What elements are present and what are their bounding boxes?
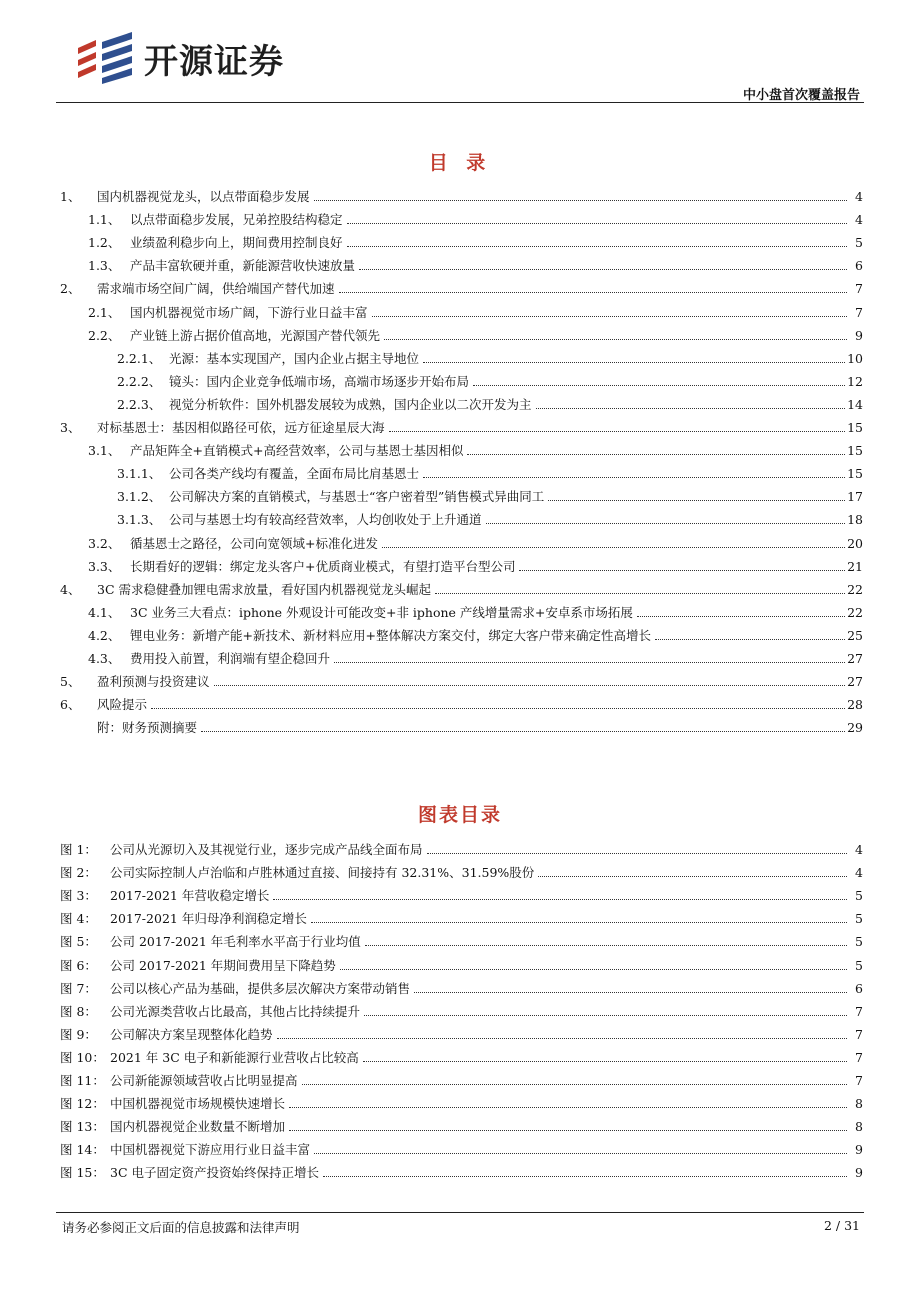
toc-entry[interactable] [60, 227, 863, 250]
entry-title: 循基恩士之路径，公司向宽领域+标准化进发 [130, 535, 378, 551]
entry-title: 费用投入前置，利润端有望企稳回升 [130, 650, 331, 666]
dot-leader [423, 477, 845, 478]
entry-title: 产业链上游占据价值高地，光源国产替代领先 [130, 327, 381, 343]
toc-entry[interactable] [60, 574, 863, 597]
toc-entry[interactable] [60, 250, 863, 273]
entry-title: 公司解决方案呈现整体化趋势 [110, 1026, 273, 1042]
entry-title: 盈利预测与投资建议 [97, 674, 210, 690]
entry-number: 图 14： [60, 1142, 105, 1158]
figure-entry[interactable] [60, 973, 863, 996]
entry-number: 1.2、 [88, 235, 121, 251]
dot-leader [314, 1153, 847, 1154]
entry-title: 2017-2021 年营收稳定增长 [110, 888, 270, 904]
figure-list [60, 834, 863, 1180]
entry-page: 4 [855, 212, 863, 228]
entry-number: 4、 [60, 581, 81, 597]
entry-number: 3.1、 [88, 443, 121, 459]
entry-title: 公司从光源切入及其视觉行业，逐步完成产品线全面布局 [110, 842, 423, 858]
entry-page: 10 [847, 350, 863, 366]
dot-leader [655, 639, 845, 640]
report-type: 中小盘首次覆盖报告 [742, 88, 860, 103]
entry-page: 5 [855, 934, 863, 950]
toc-entry[interactable] [60, 412, 863, 435]
entry-number: 2、 [60, 281, 81, 297]
entry-page: 25 [847, 627, 863, 643]
entry-number: 1、 [60, 189, 81, 205]
entry-title: 3C 电子固定资产投资始终保持正增长 [110, 1165, 319, 1181]
entry-number: 图 5： [60, 934, 97, 950]
dot-leader [519, 570, 845, 571]
entry-number: 4.1、 [88, 604, 121, 620]
entry-page: 7 [855, 281, 863, 297]
entry-title: 以点带面稳步发展，兄弟控股结构稳定 [130, 212, 343, 228]
entry-title: 公司光源类营收占比最高，其他占比持续提升 [110, 1003, 361, 1019]
figure-entry[interactable] [60, 1065, 863, 1088]
entry-number: 图 15： [60, 1165, 105, 1181]
figure-entry[interactable] [60, 1042, 863, 1065]
figure-entry[interactable] [60, 1111, 863, 1134]
entry-page: 15 [847, 443, 863, 459]
figure-entry[interactable] [60, 1019, 863, 1042]
dot-leader [302, 1084, 847, 1085]
dot-leader [372, 316, 847, 317]
entry-number: 图 8： [60, 1003, 97, 1019]
figure-entry[interactable] [60, 1088, 863, 1111]
entry-number: 图 13： [60, 1119, 105, 1135]
toc-entry[interactable] [60, 597, 863, 620]
entry-number: 2.1、 [88, 304, 121, 320]
toc-entry[interactable] [60, 527, 863, 550]
toc-entry[interactable] [60, 551, 863, 574]
dot-leader [363, 1061, 847, 1062]
entry-page: 7 [855, 1073, 863, 1089]
toc-entry[interactable] [60, 620, 863, 643]
entry-title: 公司各类产线均有覆盖，全面布局比肩基恩士 [169, 466, 420, 482]
entry-title: 产品矩阵全+直销模式+高经营效率，公司与基恩士基因相似 [130, 443, 464, 459]
entry-page: 6 [855, 980, 863, 996]
entry-title: 镜头：国内企业竞争低端市场，高端市场逐步开始布局 [169, 373, 470, 389]
entry-title: 中国机器视觉市场规模快速增长 [110, 1096, 286, 1112]
figure-entry[interactable] [60, 1134, 863, 1157]
entry-title: 需求端市场空间广阔，供给端国产替代加速 [97, 281, 335, 297]
dot-leader [364, 1015, 847, 1016]
entry-page: 5 [855, 888, 863, 904]
entry-page: 4 [855, 865, 863, 881]
dot-leader [311, 922, 847, 923]
entry-page: 17 [847, 489, 863, 505]
dot-leader [334, 662, 845, 663]
entry-page: 9 [855, 327, 863, 343]
dot-leader [382, 547, 845, 548]
entry-page: 4 [855, 189, 863, 205]
entry-title: 2021 年 3C 电子和新能源行业营收占比较高 [110, 1049, 359, 1065]
figure-entry[interactable] [60, 1157, 863, 1180]
toc-entry[interactable] [60, 296, 863, 319]
entry-title: 公司以核心产品为基础，提供多层次解决方案带动销售 [110, 980, 411, 996]
entry-page: 7 [855, 1049, 863, 1065]
toc-entry[interactable] [60, 204, 863, 227]
entry-page: 22 [847, 604, 863, 620]
entry-title: 3C 业务三大看点：iphone 外观设计可能改变+非 iphone 产线增量需求+安卓系市场拓展 [130, 604, 633, 620]
entry-title: 业绩盈利稳步向上，期间费用控制良好 [130, 235, 343, 251]
entry-title: 公司实际控制人卢治临和卢胜林通过直接、间接持有 32.31%、31.59%股份 [110, 865, 535, 881]
toc-entry[interactable] [60, 458, 863, 481]
entry-number: 图 10： [60, 1049, 105, 1065]
toc-entry[interactable] [60, 181, 863, 204]
dot-leader [538, 876, 847, 877]
entry-number: 2.2.2、 [117, 373, 162, 389]
entry-number: 图 3： [60, 888, 97, 904]
figure-entry[interactable] [60, 949, 863, 972]
toc-entry[interactable] [60, 389, 863, 412]
entry-title: 3C 需求稳健叠加锂电需求放量，看好国内机器视觉龙头崛起 [97, 581, 431, 597]
dot-leader [435, 593, 845, 594]
entry-page: 7 [855, 304, 863, 320]
entry-number: 4.2、 [88, 627, 121, 643]
entry-title: 公司解决方案的直销模式，与基恩士“客户密着型”销售模式异曲同工 [169, 489, 545, 505]
entry-title: 中国机器视觉下游应用行业日益丰富 [110, 1142, 311, 1158]
dot-leader [340, 969, 847, 970]
dot-leader [339, 292, 847, 293]
entry-number: 图 6： [60, 957, 97, 973]
entry-number: 3、 [60, 420, 81, 436]
dot-leader [473, 385, 845, 386]
entry-number: 2.2.1、 [117, 350, 162, 366]
dot-leader [214, 685, 846, 686]
company-logo [74, 32, 284, 84]
entry-number: 6、 [60, 697, 81, 713]
footer-divider [56, 1212, 864, 1213]
dot-leader [548, 500, 845, 501]
entry-title: 公司新能源领域营收占比明显提高 [110, 1073, 298, 1089]
toc-entry[interactable] [60, 435, 863, 458]
figure-entry[interactable] [60, 996, 863, 1019]
figure-entry[interactable] [60, 880, 863, 903]
entry-number: 3.3、 [88, 558, 121, 574]
figures-title: 图表目录 [417, 804, 502, 826]
entry-title: 国内机器视觉企业数量不断增加 [110, 1119, 286, 1135]
page-indicator: 2 / 31 [823, 1218, 860, 1233]
entry-title: 公司 2017-2021 年期间费用呈下降趋势 [110, 957, 336, 973]
entry-title: 产品丰富软硬并重，新能源营收快速放量 [130, 258, 356, 274]
entry-title: 对标基恩士：基因相似路径可依，远方征途星辰大海 [97, 420, 385, 436]
toc-entry[interactable] [60, 273, 863, 296]
toc-entry[interactable] [60, 481, 863, 504]
entry-page: 9 [855, 1165, 863, 1181]
entry-number: 3.2、 [88, 535, 121, 551]
header-divider [56, 102, 864, 103]
entry-number: 5、 [60, 674, 81, 690]
toc-entry[interactable] [60, 366, 863, 389]
dot-leader [384, 339, 847, 340]
entry-title: 长期看好的逻辑：绑定龙头客户+优质商业模式，有望打造平台型公司 [130, 558, 516, 574]
dot-leader [277, 1038, 847, 1039]
dot-leader [201, 731, 845, 732]
entry-number: 图 4： [60, 911, 97, 927]
entry-number: 图 12： [60, 1096, 105, 1112]
figure-entry[interactable] [60, 926, 863, 949]
figure-entry[interactable] [60, 857, 863, 880]
entry-number: 图 7： [60, 980, 97, 996]
entry-number: 2.2.3、 [117, 396, 162, 412]
dot-leader [486, 523, 846, 524]
entry-page: 8 [855, 1096, 863, 1112]
entry-title: 国内机器视觉龙头，以点带面稳步发展 [97, 189, 310, 205]
dot-leader [289, 1107, 847, 1108]
dot-leader [273, 899, 847, 900]
toc-entry[interactable] [60, 343, 863, 366]
entry-number: 3.1.2、 [117, 489, 162, 505]
toc-list [60, 181, 863, 735]
entry-page: 5 [855, 235, 863, 251]
entry-page: 9 [855, 1142, 863, 1158]
entry-page: 5 [855, 957, 863, 973]
entry-title: 公司与基恩士均有较高经营效率，人均创收处于上升通道 [169, 512, 482, 528]
logo-text: 开源证券 [144, 41, 284, 82]
entry-page: 28 [847, 697, 863, 713]
entry-page: 7 [855, 1026, 863, 1042]
entry-page: 27 [847, 674, 863, 690]
footer-disclaimer: 请务必参阅正文后面的信息披露和法律声明 [62, 1220, 300, 1235]
entry-title: 风险提示 [97, 697, 148, 713]
entry-page: 7 [855, 1003, 863, 1019]
toc-entry[interactable] [60, 643, 863, 666]
dot-leader [467, 454, 845, 455]
entry-page: 14 [847, 396, 863, 412]
entry-number: 图 1： [60, 842, 97, 858]
toc-entry[interactable] [60, 689, 863, 712]
figure-entry[interactable] [60, 834, 863, 857]
entry-number: 3.1.1、 [117, 466, 162, 482]
dot-leader [389, 431, 846, 432]
dot-leader [347, 246, 847, 247]
entry-page: 20 [847, 535, 863, 551]
entry-page: 6 [855, 258, 863, 274]
entry-number: 图 2： [60, 865, 97, 881]
entry-page: 15 [847, 420, 863, 436]
toc-entry[interactable] [60, 320, 863, 343]
toc-entry[interactable] [60, 712, 863, 735]
figure-entry[interactable] [60, 903, 863, 926]
dot-leader [347, 223, 847, 224]
entry-page: 5 [855, 911, 863, 927]
dot-leader [359, 269, 847, 270]
entry-number: 1.3、 [88, 258, 121, 274]
dot-leader [365, 945, 847, 946]
dot-leader [637, 616, 845, 617]
entry-title: 附：财务预测摘要 [97, 720, 198, 736]
toc-entry[interactable] [60, 504, 863, 527]
entry-number: 2.2、 [88, 327, 121, 343]
dot-leader [314, 200, 847, 201]
entry-number: 图 11： [60, 1073, 105, 1089]
dot-leader [427, 853, 847, 854]
entry-page: 22 [847, 581, 863, 597]
dot-leader [151, 708, 845, 709]
dot-leader [423, 362, 845, 363]
entry-page: 15 [847, 466, 863, 482]
entry-page: 12 [847, 373, 863, 389]
entry-title: 光源：基本实现国产，国内企业占据主导地位 [169, 350, 420, 366]
entry-title: 锂电业务：新增产能+新技术、新材料应用+整体解决方案交付，绑定大客户带来确定性高增长 [130, 627, 651, 643]
entry-page: 8 [855, 1119, 863, 1135]
entry-title: 公司 2017-2021 年毛利率水平高于行业均值 [110, 934, 361, 950]
dot-leader [289, 1130, 847, 1131]
toc-title: 目 录 [428, 152, 492, 174]
dot-leader [414, 992, 847, 993]
entry-title: 2017-2021 年归母净利润稳定增长 [110, 911, 307, 927]
dot-leader [323, 1176, 847, 1177]
logo-mark-icon [74, 32, 136, 84]
entry-page: 27 [847, 650, 863, 666]
entry-number: 1.1、 [88, 212, 121, 228]
dot-leader [536, 408, 846, 409]
entry-title: 国内机器视觉市场广阔，下游行业日益丰富 [130, 304, 368, 320]
entry-title: 视觉分析软件：国外机器发展较为成熟，国内企业以二次开发为主 [169, 396, 532, 412]
entry-number: 4.3、 [88, 650, 121, 666]
entry-number: 3.1.3、 [117, 512, 162, 528]
entry-page: 4 [855, 842, 863, 858]
toc-entry[interactable] [60, 666, 863, 689]
entry-page: 29 [847, 720, 863, 736]
entry-page: 18 [847, 512, 863, 528]
entry-number: 图 9： [60, 1026, 97, 1042]
entry-page: 21 [847, 558, 863, 574]
